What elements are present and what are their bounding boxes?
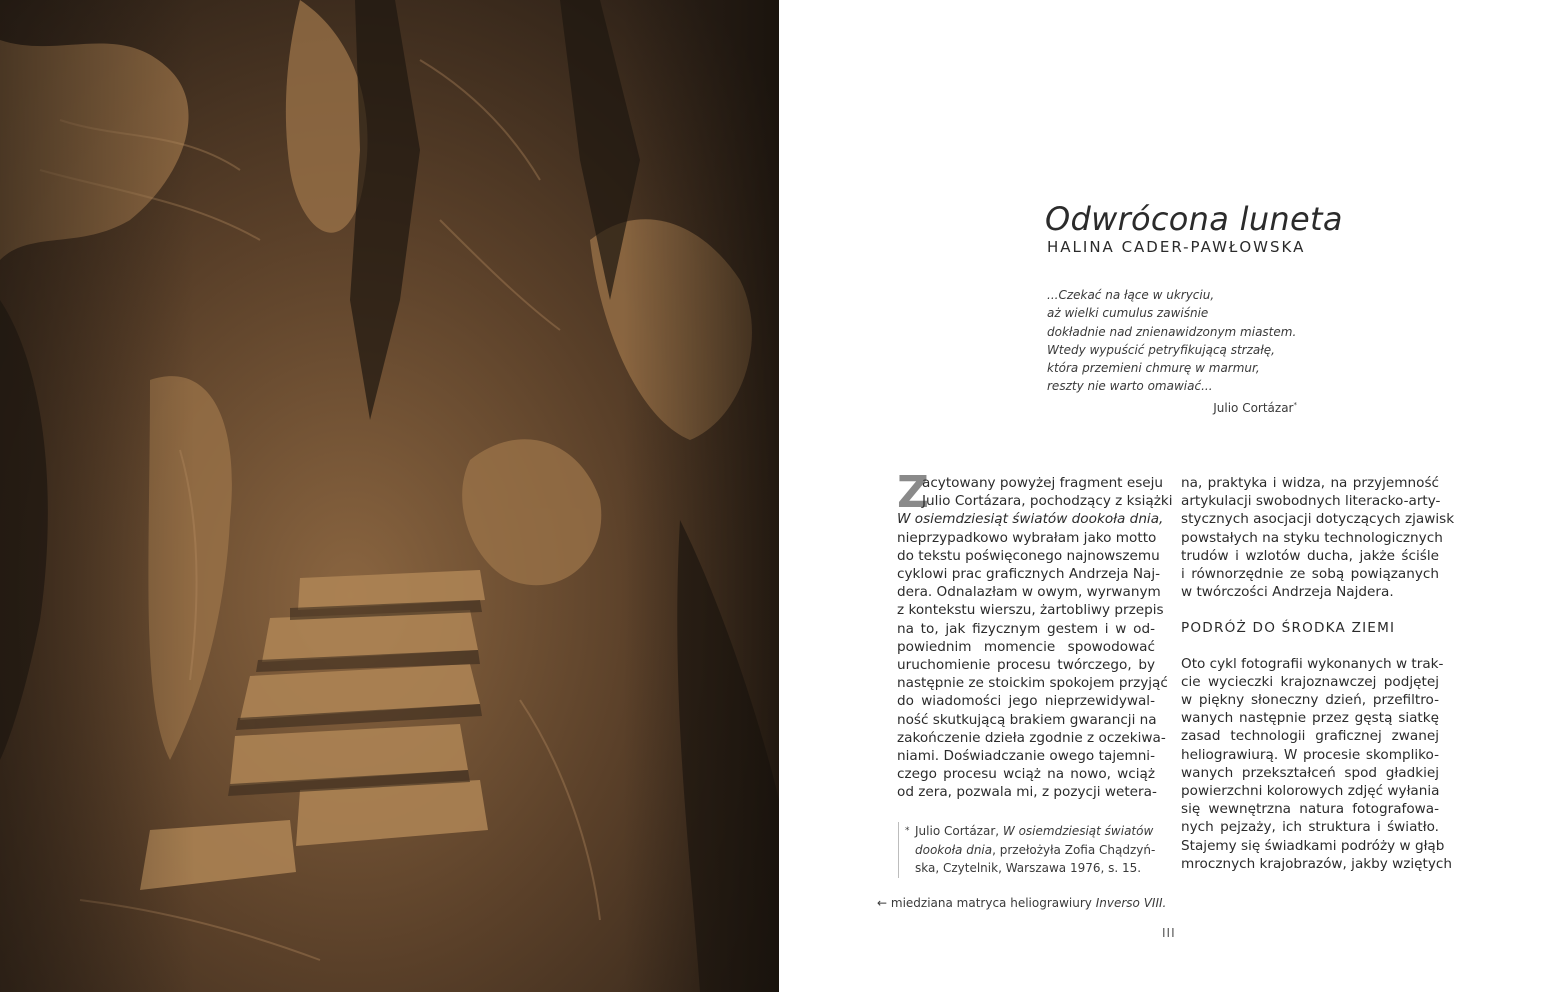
body-line: powiednim momencie spowodować <box>897 638 1155 655</box>
motto-attribution <box>1047 396 1297 417</box>
footnote-line <box>915 822 1175 841</box>
motto-line: dokładnie nad znienawidzonym miastem. <box>1047 324 1297 339</box>
section-heading: PODRÓŻ DO ŚRODKA ZIEMI <box>1181 620 1396 637</box>
body-line: cie wycieczki krajoznawczej podjętej <box>1181 673 1439 690</box>
footnote-mark: * <box>905 826 910 836</box>
body-line: i równorzędnie ze sobą powiązanych <box>1181 566 1439 583</box>
body-line: od zera, pozwala mi, z pozycji wetera- <box>897 784 1157 801</box>
body-line: do wiadomości jego nieprzewidywal- <box>897 693 1155 710</box>
body-line: artykulacji swobodnych literacko-arty- <box>1181 493 1441 510</box>
body-line: trudów i wzlotów ducha, jakże ściśle <box>1181 547 1439 564</box>
footnote <box>898 822 1175 878</box>
body-line: się wewnętrzna natura fotografowa- <box>1181 801 1439 818</box>
body-line: Julio Cortázara, pochodzący z książki <box>922 493 1173 510</box>
image-caption <box>877 896 1166 910</box>
body-line: Oto cykl fotografii wykonanych w trak- <box>1181 655 1444 672</box>
body-line: czego procesu wciąż na nowo, wciąż <box>897 766 1155 783</box>
body-line: stycznych asocjacji dotyczących zjawisk <box>1181 511 1455 528</box>
body-line: zakończenie dzieła zgodnie z oczekiwa- <box>897 729 1166 746</box>
body-line: heliograwiurą. W procesie skompliko- <box>1181 746 1439 763</box>
body-line: nych pejzaży, ich struktura i światło. <box>1181 819 1439 836</box>
page-number: III <box>1162 926 1176 940</box>
footnote-line <box>915 841 1175 860</box>
motto-line: Wtedy wypuścić petryfikującą strzałę, <box>1047 342 1275 357</box>
body-line: niami. Doświadczanie owego tajemni- <box>897 748 1155 765</box>
article-author: HALINA CADER-PAWŁOWSKA <box>1047 238 1306 256</box>
body-column-1 <box>897 467 1173 802</box>
body-line: powierzchni kolorowych zdjęć wyłania <box>1181 783 1440 800</box>
footnote-book-title: W osiemdziesiąt światów <box>1002 824 1154 838</box>
heliogravure-plate <box>0 0 779 992</box>
footnote-book-title: dookoła dnia <box>915 842 993 857</box>
motto-quote <box>1047 286 1297 417</box>
motto-line: reszty nie warto omawiać... <box>1047 379 1213 394</box>
body-line: następnie ze stoickim spokojem przyjąć <box>897 675 1168 692</box>
footnote-line: ska, Czytelnik, Warszawa 1976, s. 15. <box>915 861 1142 875</box>
footnote-mark: * <box>1293 400 1297 409</box>
body-line: dera. Odnalazłam w owym, wyrwanym <box>897 584 1161 601</box>
body-line: w twórczości Andrzeja Najdera. <box>1181 584 1394 601</box>
body-line: na, praktyka i widza, na przyjemność <box>1181 475 1439 491</box>
body-line: mrocznych krajobrazów, jakby wziętych <box>1181 855 1453 872</box>
body-line: na to, jak fizycznym gestem i w od- <box>897 620 1155 637</box>
motto-line: która przemieni chmurę w marmur, <box>1047 361 1260 376</box>
body-line: acytowany powyżej fragment eseju <box>922 475 1164 491</box>
drop-cap: Z <box>897 467 929 518</box>
body-line: W osiemdziesiąt światów dookoła dnia, <box>897 511 1164 528</box>
footnote-text: , przełożyła Zofia Chądzyń- <box>992 842 1156 857</box>
caption-text: miedziana matryca heliograwiury <box>887 896 1096 910</box>
body-line: z kontekstu wierszu, żartobliwy przepis <box>897 602 1164 619</box>
footnote-author: Julio Cortázar, <box>915 824 1003 838</box>
article-title: Odwrócona luneta <box>1045 200 1343 238</box>
body-line: nieprzypadkowo wybrałam jako motto <box>897 529 1157 546</box>
left-arrow-icon: ← <box>877 896 888 910</box>
motto-line: aż wielki cumulus zawiśnie <box>1047 306 1209 321</box>
caption-work-title: Inverso VIII. <box>1095 896 1167 910</box>
motto-line: ...Czekać na łące w ukryciu, <box>1047 288 1215 302</box>
body-line: ność skutkującą brakiem gwarancji na <box>897 711 1157 728</box>
motto-attribution-name: Julio Cortázar <box>1213 400 1294 415</box>
body-line: powstałych na styku technologicznych <box>1181 529 1443 546</box>
body-line: do tekstu poświęconego najnowszemu <box>897 547 1160 564</box>
body-line: wanych następnie przez gęstą siatkę <box>1181 710 1439 727</box>
body-line: w piękny słoneczny dzień, przefiltro- <box>1181 692 1439 709</box>
body-line: Stajemy się świadkami podróży w głąb <box>1181 837 1445 854</box>
body-column-2 <box>1181 474 1455 873</box>
body-line: uruchomienie procesu twórczego, by <box>897 657 1155 674</box>
body-line: cyklowi prac graficznych Andrzeja Naj- <box>897 566 1161 583</box>
body-line: wanych przekształceń spod gładkiej <box>1181 764 1439 781</box>
body-line: zasad technologii graficznej zwanej <box>1181 728 1439 745</box>
